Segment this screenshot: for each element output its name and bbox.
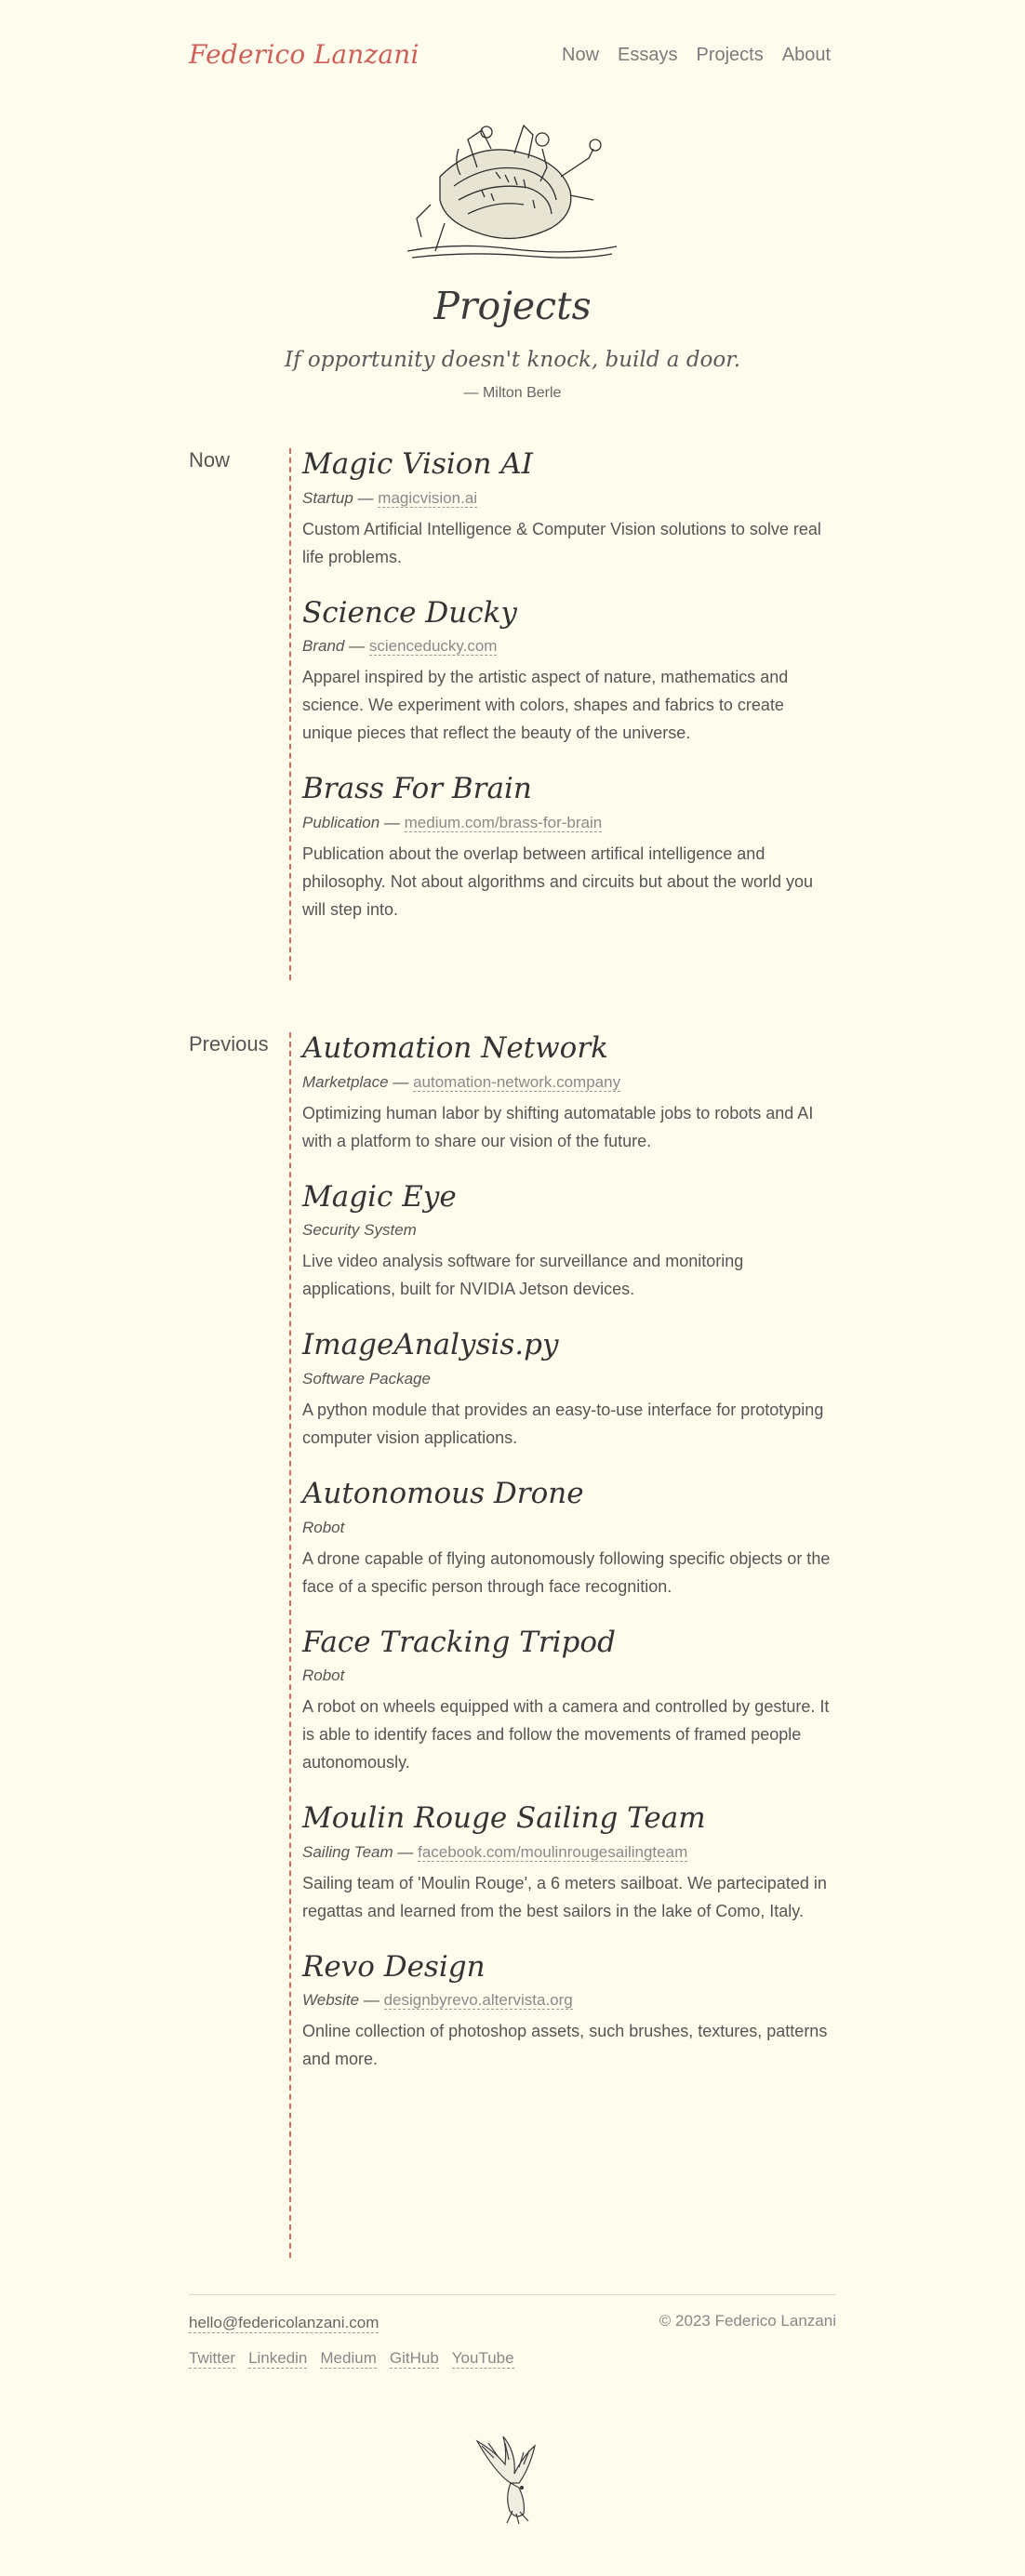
- page-quote: If opportunity doesn't knock, build a door.: [284, 348, 741, 372]
- social-links: [189, 2349, 514, 2369]
- project-type: Software Package: [302, 1369, 431, 1388]
- project-type: Startup: [302, 488, 353, 507]
- project-type: Marketplace: [302, 1072, 389, 1091]
- main-nav: [562, 45, 831, 66]
- project-title: Science Ducky: [302, 595, 517, 630]
- footer-email-link[interactable]: hello@federicolanzani.com: [189, 2314, 379, 2331]
- dove-illustration-icon: [468, 2432, 553, 2525]
- project-item: [302, 1181, 836, 1304]
- page-container: [189, 0, 836, 2367]
- project-meta: [302, 1991, 836, 2010]
- meta-dash: —: [393, 1072, 414, 1091]
- page-title: Projects: [433, 284, 592, 328]
- project-meta: [302, 1370, 836, 1388]
- project-link[interactable]: designbyrevo.altervista.org: [383, 1991, 573, 2010]
- engraving-illustration-icon: [403, 112, 622, 260]
- project-description: Apparel inspired by the artistic aspect of nature, mathematics and science. We experiment with colors, shapes and fabrics to create unique pieces that reflect the beauty of the universe.: [302, 668, 789, 743]
- social-link-medium[interactable]: Medium: [320, 2349, 377, 2367]
- nav-now[interactable]: Now: [562, 45, 600, 65]
- project-title: ImageAnalysis.py: [302, 1328, 559, 1362]
- project-description: Publication about the overlap between artifical intelligence and philosophy. Not about algorithms and circuits but about the world you will step into.: [302, 843, 813, 919]
- project-item: [302, 1951, 836, 2074]
- project-description: A robot on wheels equipped with a camera and controlled by gesture. It is able to identify faces and follow the movements of framed people autonomously.: [302, 1697, 830, 1773]
- nav-projects[interactable]: Projects: [696, 45, 764, 65]
- project-item: [302, 1032, 836, 1155]
- meta-dash: —: [349, 637, 369, 656]
- project-description: Online collection of photoshop assets, such brushes, textures, patterns and more.: [302, 2022, 828, 2069]
- project-title: Face Tracking Tripod: [302, 1625, 616, 1659]
- project-meta: [302, 637, 836, 656]
- project-title: Magic Eye: [302, 1179, 457, 1214]
- site-footer: [189, 2294, 836, 2367]
- project-title: Magic Vision AI: [302, 447, 533, 481]
- project-item: [302, 597, 836, 748]
- quote-author: — Milton Berle: [463, 385, 562, 401]
- project-item: [302, 1478, 836, 1600]
- project-item: [302, 1329, 836, 1452]
- nav-essays[interactable]: Essays: [618, 45, 678, 65]
- project-list: [302, 1032, 836, 2099]
- project-item: [302, 448, 836, 571]
- meta-dash: —: [363, 1991, 384, 2010]
- project-description: Live video analysis software for surveillance and monitoring applications, built for NVIDIA Jetson devices.: [302, 1252, 744, 1299]
- project-description: A python module that provides an easy-to-use interface for prototyping computer vision applications.: [302, 1400, 824, 1447]
- timeline-line: [289, 448, 291, 980]
- meta-dash: —: [357, 488, 379, 507]
- footer-copyright: © 2023 Federico Lanzani: [659, 2312, 836, 2330]
- project-title: Revo Design: [302, 1949, 486, 1984]
- project-type: Robot: [302, 1666, 345, 1685]
- project-item: [302, 1802, 836, 1925]
- project-meta: [302, 1843, 836, 1862]
- project-meta: [302, 1666, 836, 1685]
- project-item: [302, 773, 836, 923]
- project-description: Optimizing human labor by shifting automatable jobs to robots and AI with a platform to share our vision of the future.: [302, 1103, 814, 1150]
- project-meta: [302, 1221, 836, 1240]
- brand-logo[interactable]: Federico Lanzani: [189, 39, 419, 70]
- social-link-github[interactable]: GitHub: [389, 2349, 439, 2367]
- project-link[interactable]: facebook.com/moulinrougesailingteam: [418, 1842, 688, 1861]
- social-link-twitter[interactable]: Twitter: [189, 2349, 236, 2367]
- project-title: Moulin Rouge Sailing Team: [302, 1801, 706, 1836]
- project-title: Automation Network: [302, 1031, 608, 1065]
- section-label: Now: [189, 448, 231, 471]
- site-header: [189, 0, 836, 112]
- project-link[interactable]: automation-network.company: [413, 1072, 621, 1091]
- social-link-linkedin[interactable]: Linkedin: [248, 2349, 308, 2367]
- project-description: Sailing team of 'Moulin Rouge', a 6 meters sailboat. We partecipated in regattas and learned from the best sailors in the lake of Como, Italy.: [302, 1873, 827, 1920]
- project-type: Website: [302, 1991, 360, 2010]
- project-link[interactable]: scienceducky.com: [368, 637, 498, 656]
- project-title: Brass For Brain: [302, 772, 532, 806]
- project-meta: [302, 814, 836, 832]
- timeline-line: [289, 1032, 291, 2258]
- project-link[interactable]: medium.com/brass-for-brain: [404, 813, 603, 831]
- project-meta: [302, 1519, 836, 1537]
- project-meta: [302, 1073, 836, 1092]
- project-meta: [302, 489, 836, 508]
- nav-about[interactable]: About: [781, 45, 831, 65]
- section-label: Previous: [189, 1032, 269, 1056]
- project-title: Autonomous Drone: [302, 1476, 584, 1510]
- meta-dash: —: [383, 813, 405, 831]
- project-type: Publication: [302, 813, 380, 831]
- project-link[interactable]: magicvision.ai: [378, 488, 478, 507]
- project-type: Security System: [302, 1221, 417, 1240]
- project-description: Custom Artificial Intelligence & Computer Vision solutions to solve real life problems.: [302, 519, 821, 566]
- project-type: Sailing Team: [302, 1842, 393, 1861]
- social-link-youtube[interactable]: YouTube: [451, 2349, 514, 2367]
- project-list: [302, 448, 836, 949]
- project-type: Brand: [302, 637, 345, 656]
- project-description: A drone capable of flying autonomously following specific objects or the face of a specific person through face recognition.: [302, 1548, 831, 1596]
- project-item: [302, 1627, 836, 1777]
- meta-dash: —: [397, 1842, 419, 1861]
- project-type: Robot: [302, 1518, 345, 1536]
